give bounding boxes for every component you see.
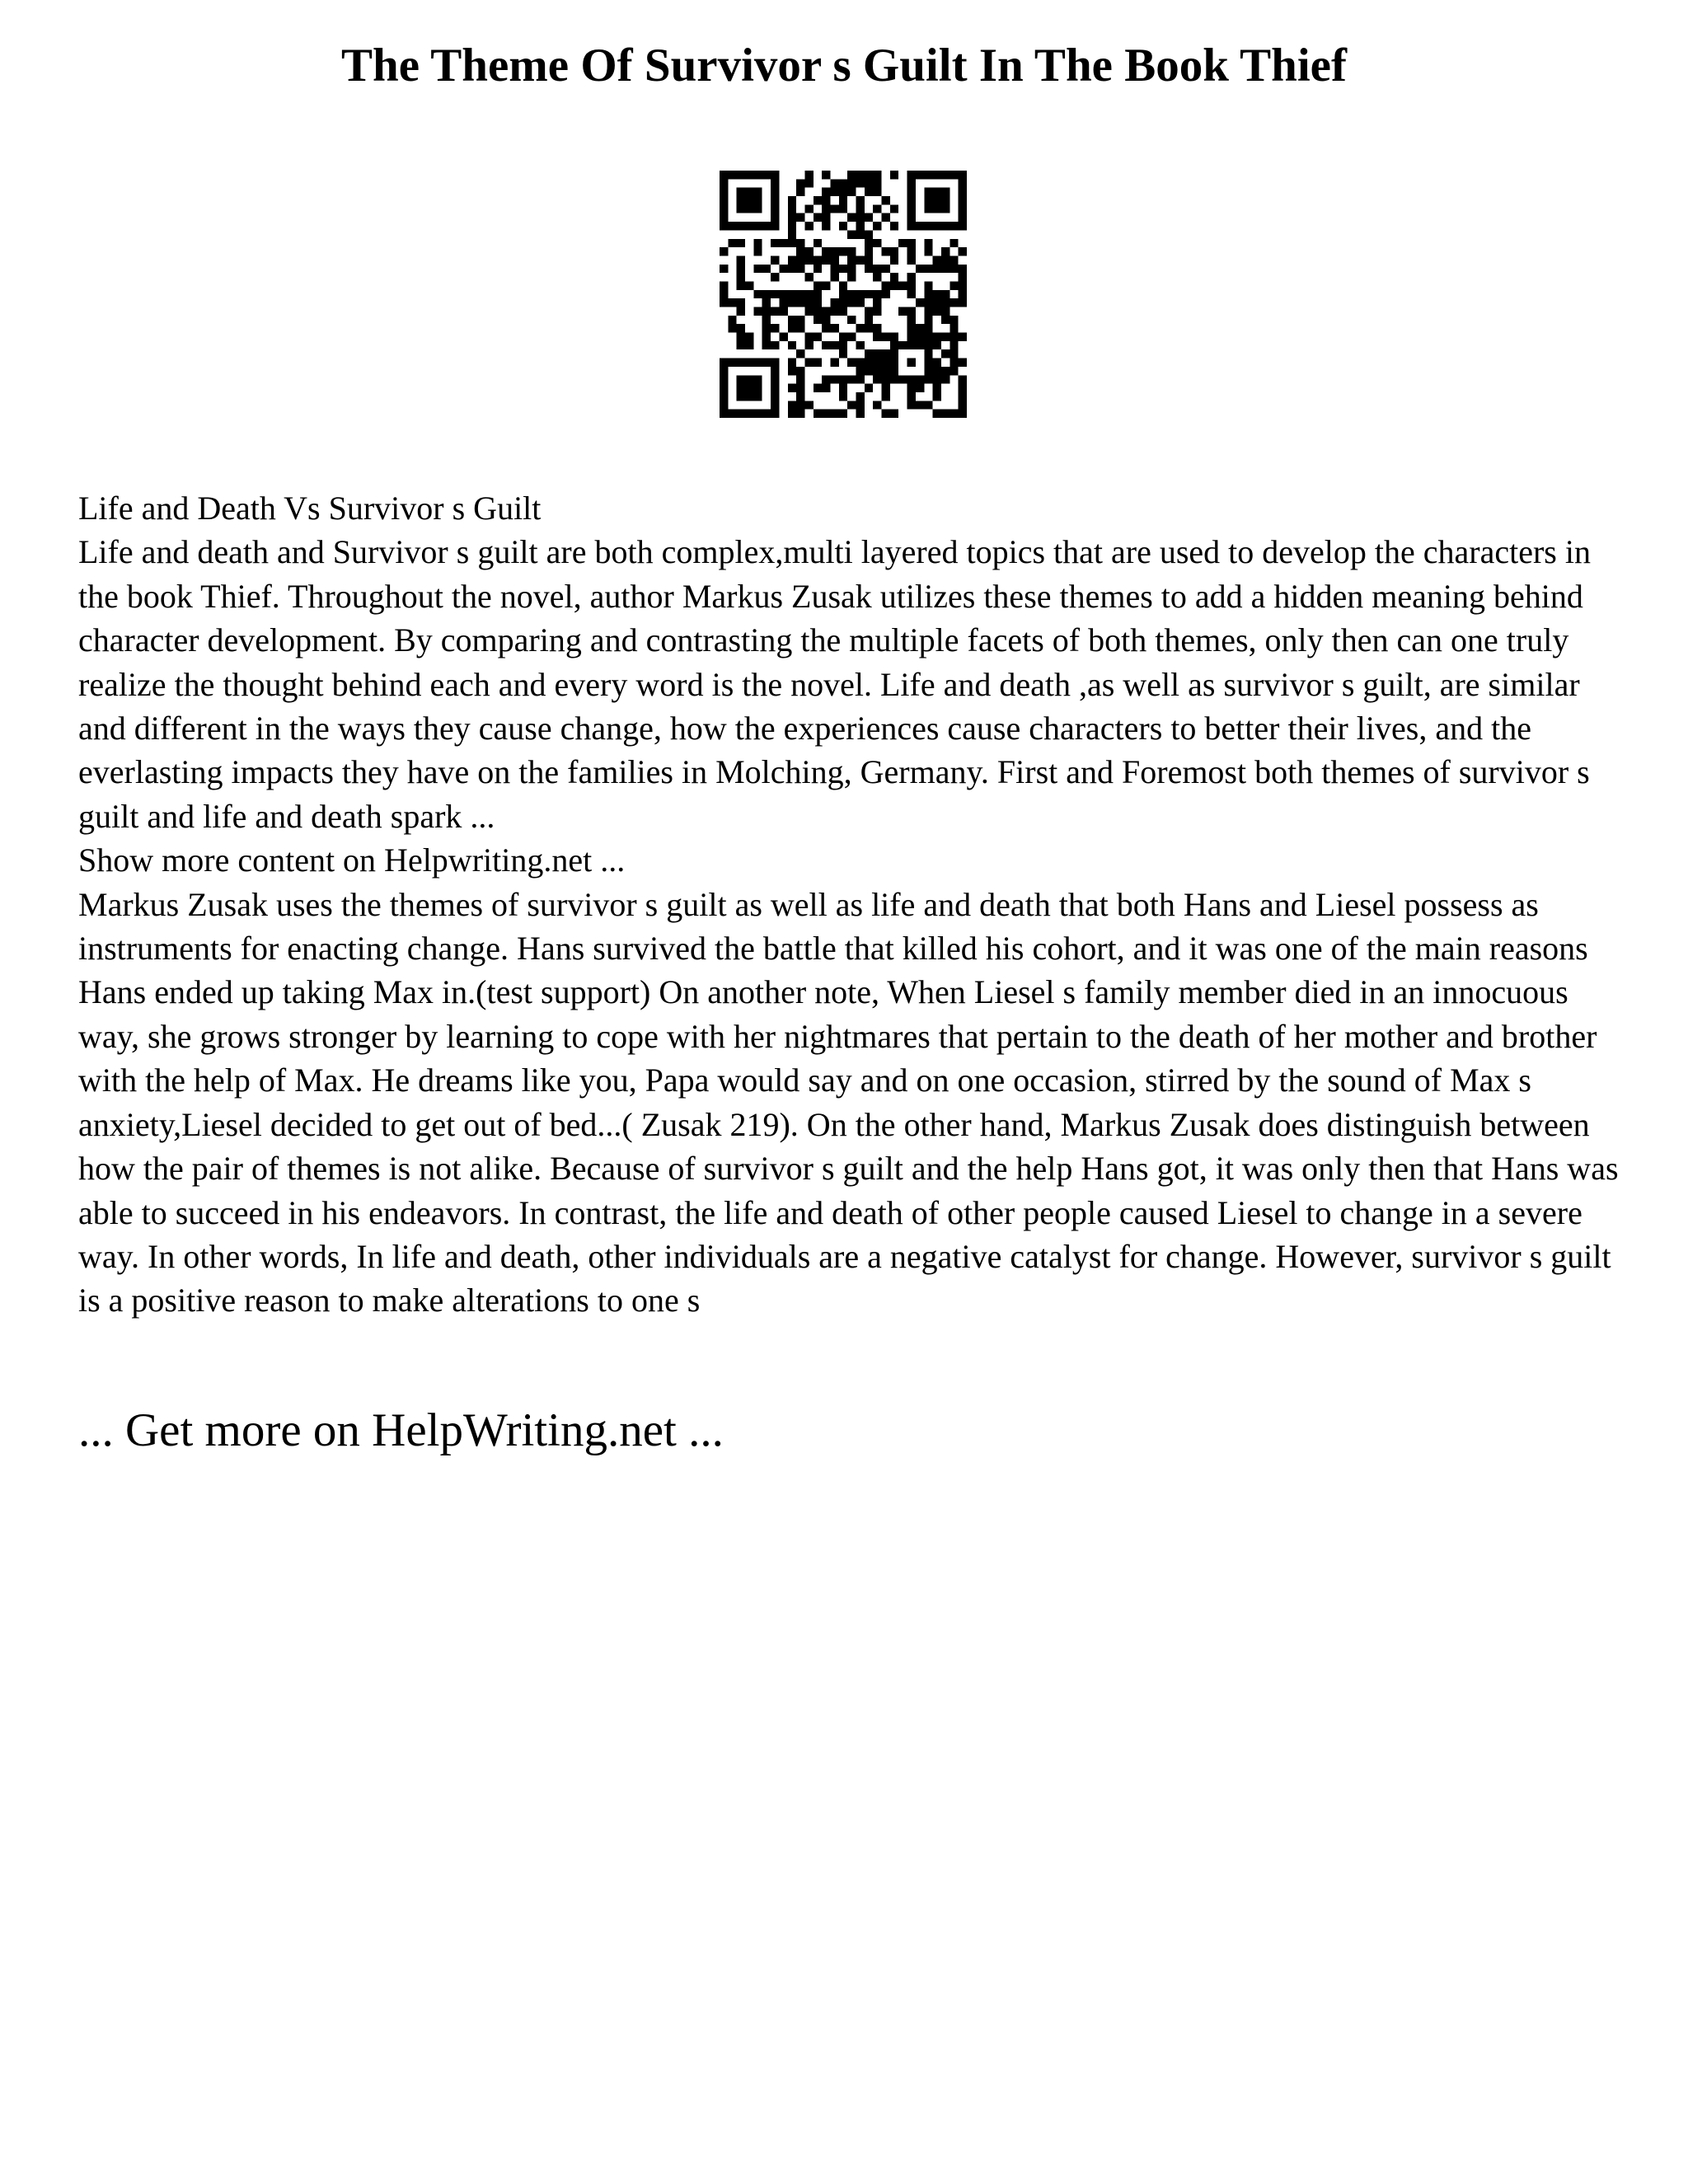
paragraph-intro: Life and death and Survivor s guilt are both complex,multi layered topics that are used to develop the characters in the book Thief. Throughout the novel, author Markus Zusak utilizes these themes to add a hidden meaning behind character development. By comparing and contrasting the multiple facets of both themes, only then can one truly realize the thought behind each and every word is the novel. Life and death ,as well as survivor s guilt, are similar and different in the ways they cause change, how the experiences cause characters to better their lives, and the everlasting impacts they have on the families in Molching, Germany. First and Foremost both themes of survivor s guilt and life and death spark ...: [78, 533, 1591, 835]
show-more-link[interactable]: Show more content on Helpwriting.net ...: [78, 841, 626, 879]
qr-code-icon: [720, 171, 967, 418]
paragraph-main: Markus Zusak uses the themes of survivor s guilt as well as life and death that both Hans and Liesel possess as instruments for enacting change. Hans survived the battle that killed his cohort, and it was one of the main reasons Hans ended up taking Max in.(test support) On another note, When Liesel s family member died in an innocuous way, she grows stronger by learning to cope with her nightmares that pertain to the death of her mother and brother with the help of Max. He dreams like you, Papa would say and on one occasion, stirred by the sound of Max s anxiety,Liesel decided to get out of bed...( Zusak 219). On the other hand, Markus Zusak does distinguish between how the pair of themes is not alike. Because of survivor s guilt and the help Hans got, it was only then that Hans was able to succeed in his endeavors. In contrast, the life and death of other people caused Liesel to change in a severe way. In other words, In life and death, other individuals are a negative catalyst for change. However, survivor s guilt is a positive reason to make alterations to one s: [78, 885, 1619, 1319]
article-body: [78, 486, 1628, 1323]
get-more-link[interactable]: ... Get more on HelpWriting.net ...: [78, 1404, 724, 1456]
document-title: The Theme Of Survivor s Guilt In The Book Thief: [341, 40, 1347, 91]
subheading: Life and Death Vs Survivor s Guilt: [78, 490, 542, 527]
